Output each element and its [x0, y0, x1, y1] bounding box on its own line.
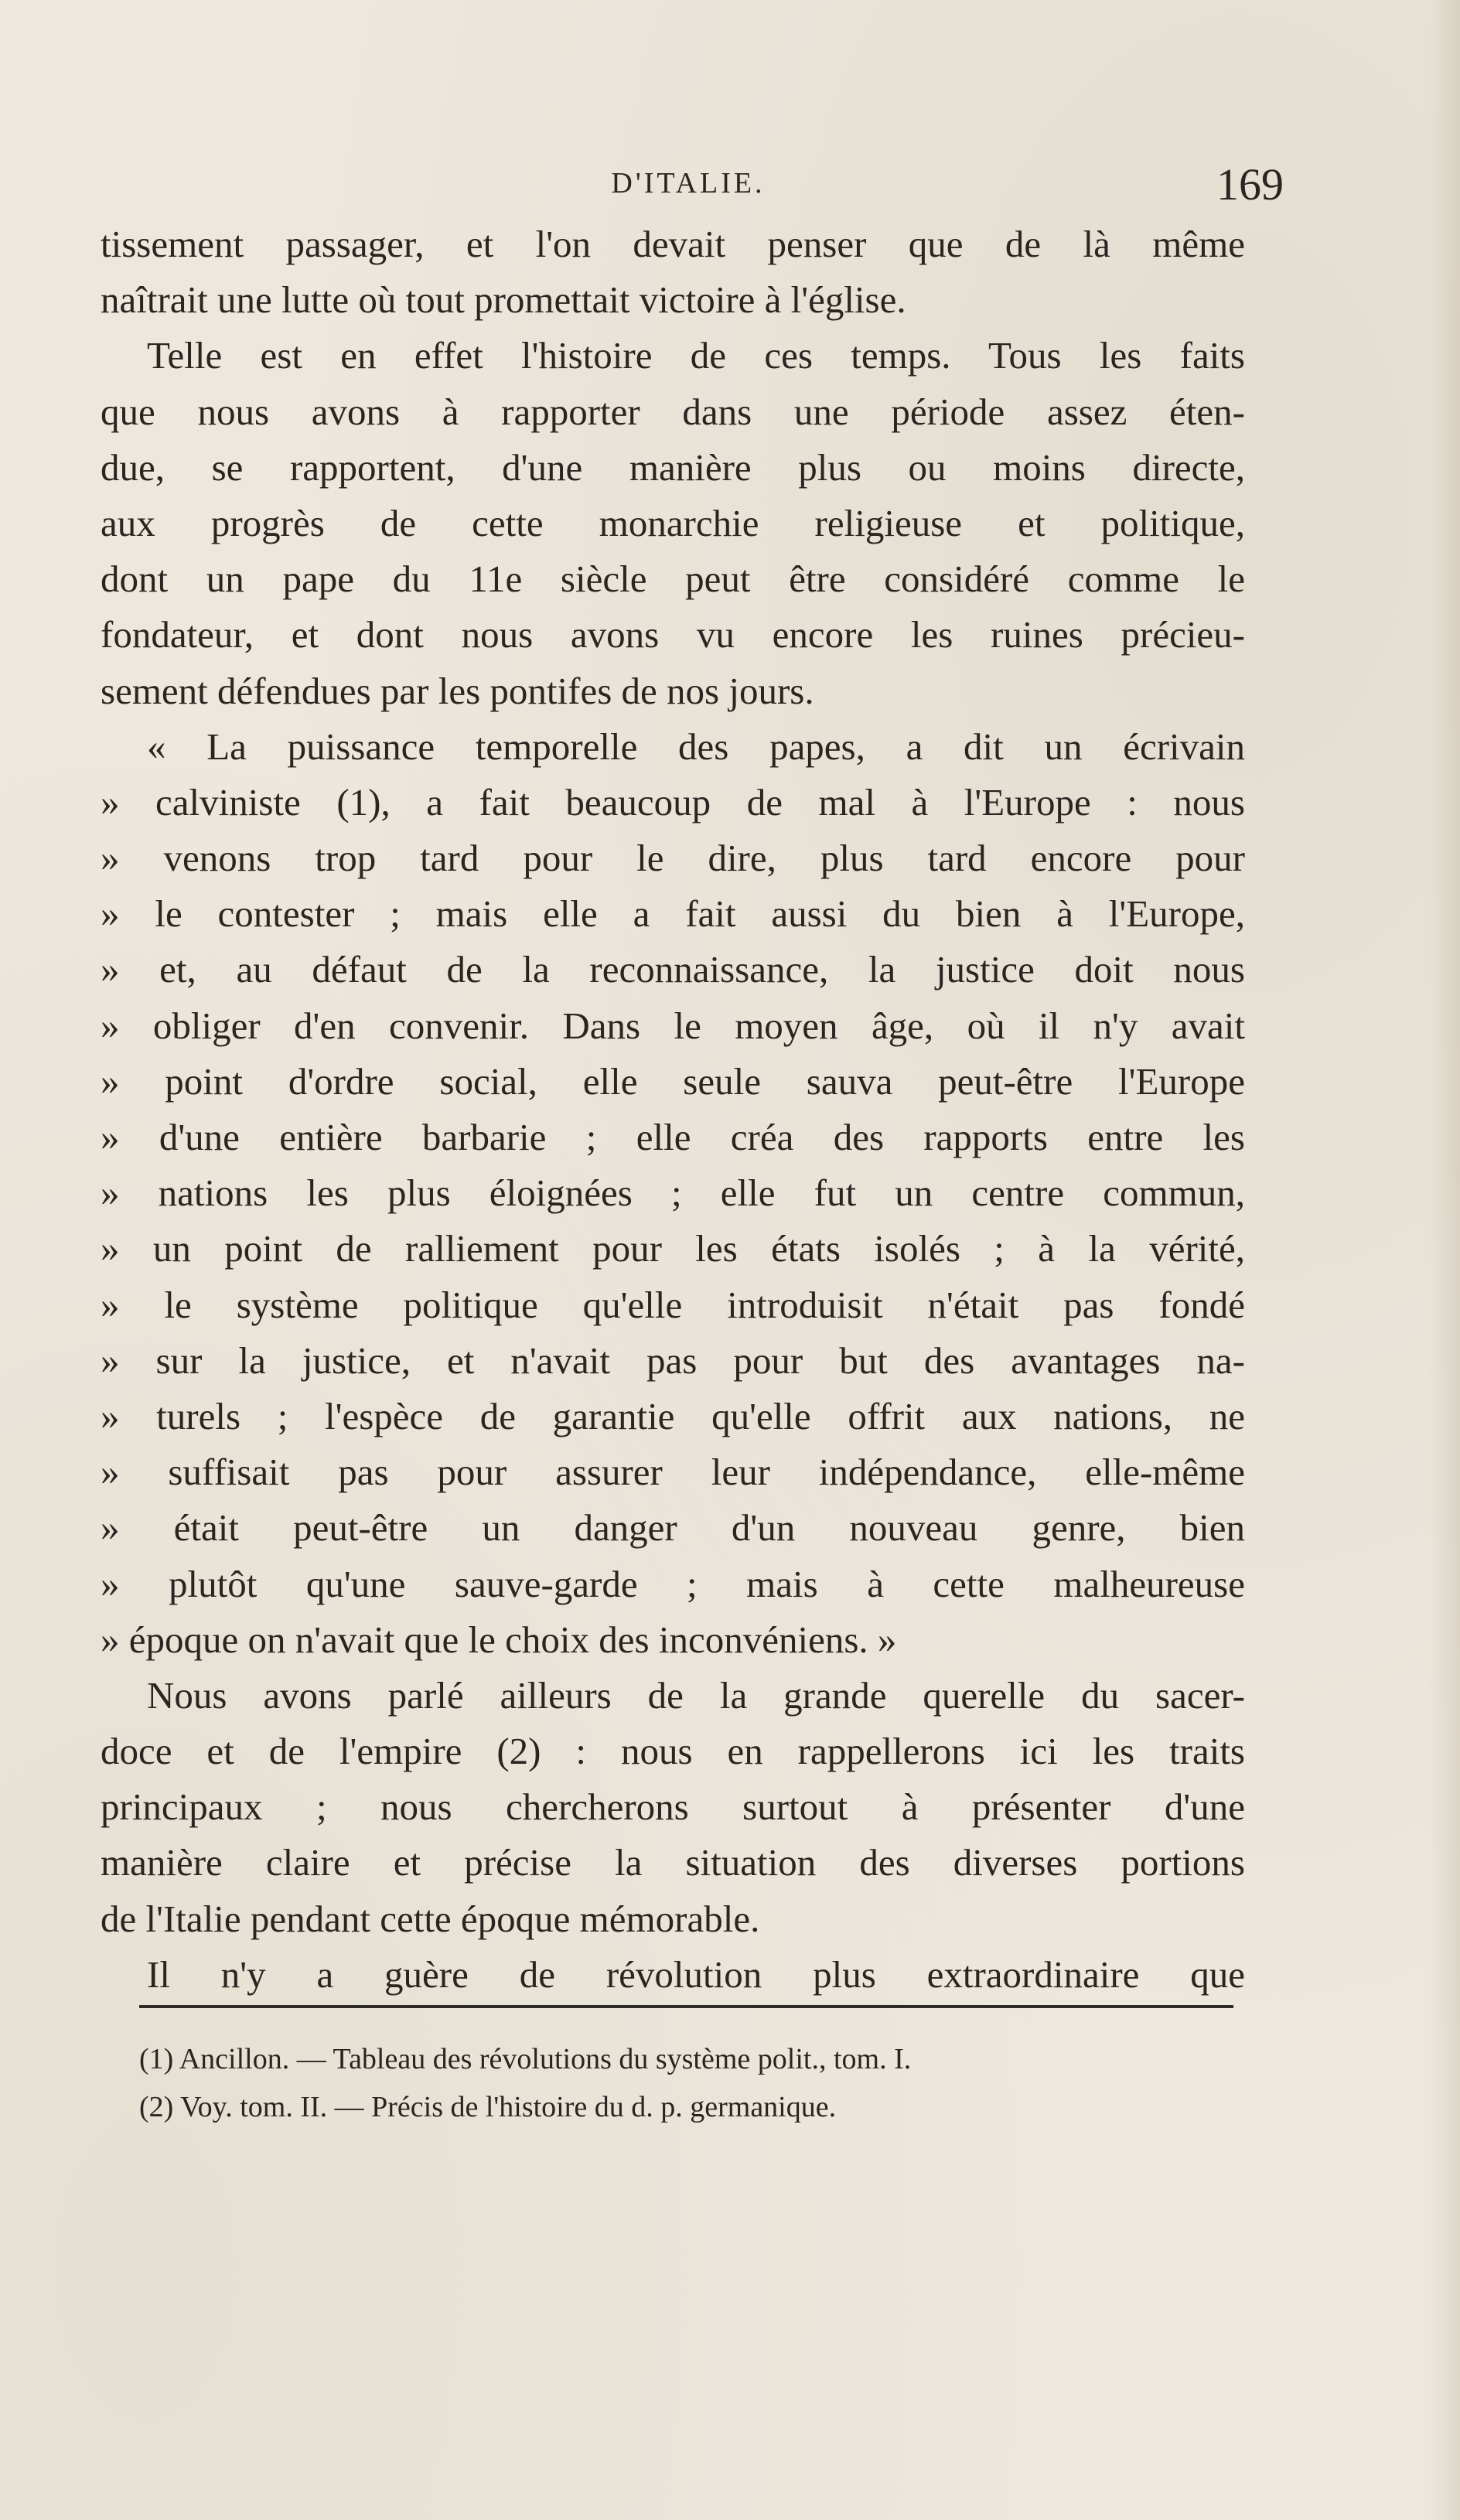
text-line: manière claire et précise la situation des diverses portions [101, 1841, 1245, 1884]
page-edge-shadow [1429, 0, 1460, 2520]
quote-line: » le contester ; mais elle a fait aussi du bien à l'Europe, [101, 892, 1245, 936]
quote-line: » obliger d'en convenir. Dans le moyen âge, où il n'y avait [101, 1004, 1245, 1047]
quote-line: » le système politique qu'elle introduisit n'était pas fondé [101, 1283, 1245, 1326]
quote-line: « La puissance temporelle des papes, a dit un écrivain [147, 725, 1245, 768]
quote-line: » d'une entière barbarie ; elle créa des rapports entre les [101, 1116, 1245, 1158]
running-head-title: D'ITALIE. [611, 167, 766, 199]
quote-line: » suffisait pas pour assurer leur indépendance, elle-même [101, 1451, 1245, 1494]
text-line: fondateur, et dont nous avons vu encore les ruines précieu- [101, 613, 1245, 656]
quote-line: » point d'ordre social, elle seule sauva peut-être l'Europe [101, 1059, 1245, 1103]
running-head [93, 159, 1284, 213]
text-line: doce et de l'empire (2) : nous en rappellerons ici les traits [101, 1730, 1245, 1773]
footnote-rule [139, 2005, 1233, 2008]
quote-line: » et, au défaut de la reconnaissance, la justice doit nous [101, 948, 1245, 991]
text-line: que nous avons à rapporter dans une période assez éten- [101, 390, 1245, 433]
text-line: due, se rapportent, d'une manière plus ou moins directe, [101, 445, 1245, 489]
text-line: principaux ; nous chercherons surtout à présenter d'une [101, 1785, 1245, 1829]
text-line: de l'Italie pendant cette époque mémorable. [101, 1897, 760, 1940]
text-line: aux progrès de cette monarchie religieuse et politique, [101, 501, 1245, 544]
text-line: Telle est en effet l'histoire de ces temps. Tous les faits [147, 334, 1245, 377]
quote-line: » sur la justice, et n'avait pas pour but des avantages na- [101, 1338, 1245, 1382]
body-text [101, 217, 1245, 2003]
quote-line: » était peut-être un danger d'un nouveau genre, bien [101, 1506, 1245, 1550]
quote-line: » venons trop tard pour le dire, plus tard encore pour [101, 837, 1245, 880]
text-line: dont un pape du 11e siècle peut être considéré comme le [101, 558, 1245, 601]
quote-line: » plutôt qu'une sauve-garde ; mais à cette malheureuse [101, 1562, 1245, 1605]
text-line: sement défendues par les pontifes de nos jours. [101, 669, 814, 712]
quote-line: » un point de ralliement pour les états isolés ; à la vérité, [101, 1227, 1245, 1270]
footnote: (1) Ancillon. — Tableau des révolutions du système polit., tom. I. [139, 2043, 912, 2075]
footnotes [139, 2035, 1237, 2131]
footnote: (2) Voy. tom. II. — Précis de l'histoire du d. p. germanique. [139, 2091, 837, 2123]
page-number: 169 [1216, 159, 1284, 210]
text-line: naîtrait une lutte où tout promettait victoire à l'église. [101, 278, 906, 322]
text-line: Nous avons parlé ailleurs de la grande querelle du sacer- [147, 1673, 1245, 1717]
quote-line: » turels ; l'espèce de garantie qu'elle offrit aux nations, ne [101, 1394, 1245, 1437]
quote-line: » calviniste (1), a fait beaucoup de mal à l'Europe : nous [101, 780, 1245, 824]
text-line: tissement passager, et l'on devait penser que de là même [101, 223, 1245, 265]
quote-line: » époque on n'avait que le choix des inconvéniens. » [101, 1618, 897, 1661]
text-line: Il n'y a guère de révolution plus extraordinaire que [147, 1952, 1245, 1996]
quote-line: » nations les plus éloignées ; elle fut un centre commun, [101, 1171, 1245, 1215]
